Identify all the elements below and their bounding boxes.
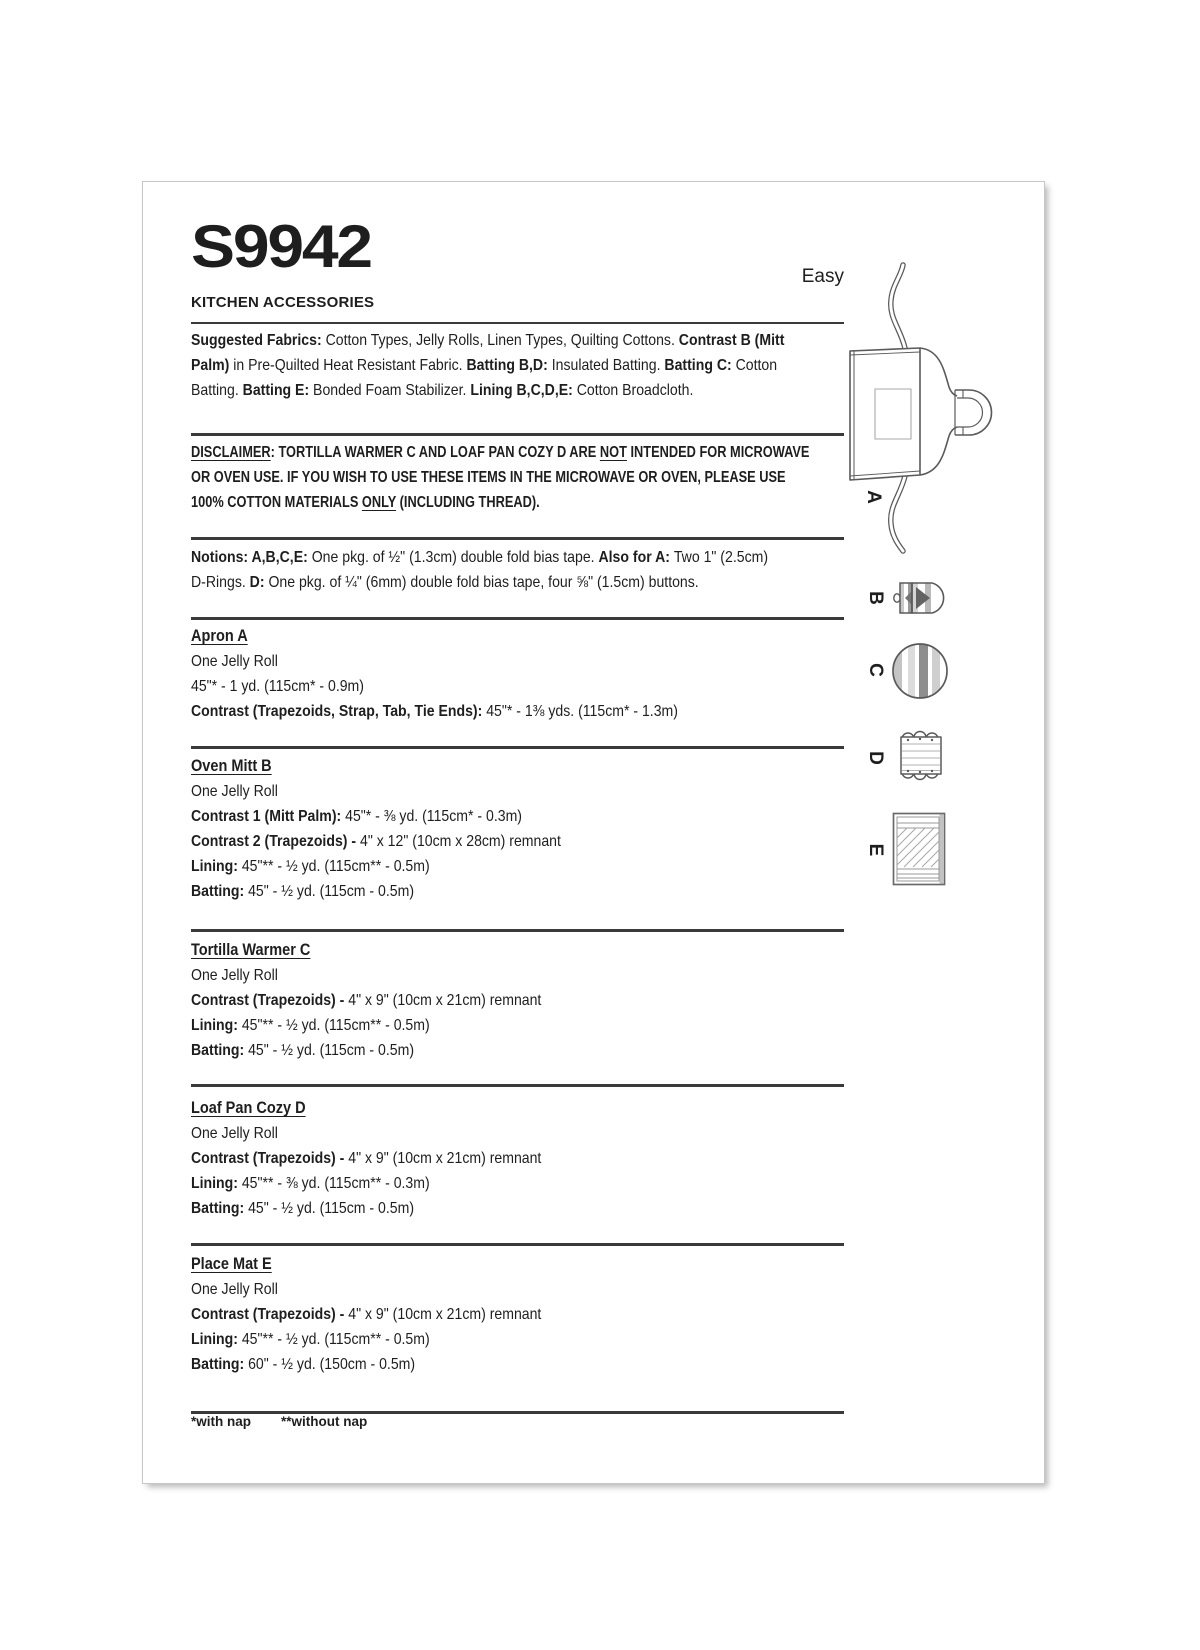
yardage-line: Contrast (Trapezoids, Strap, Tab, Tie Ends): 45"* - 1⅜ yds. (115cm* - 1.3m) (191, 703, 678, 720)
divider (191, 1084, 844, 1087)
section-tortilla-warmer-c (191, 938, 541, 1063)
section-loaf-pan-cozy-d (191, 1096, 541, 1221)
notions-line: D-Rings. D: One pkg. of ¼" (6mm) double fold bias tape, four ⅝" (1.5cm) buttons. (191, 574, 699, 591)
yardage-line: 45"* - 1 yd. (115cm* - 0.9m) (191, 678, 364, 695)
divider (191, 1243, 844, 1246)
loaf-pan-cozy-icon (896, 725, 946, 785)
disclaimer-line: DISCLAIMER: TORTILLA WARMER C AND LOAF PAN COZY D ARE NOT INTENDED FOR MICROWAVE (191, 444, 810, 461)
disclaimer-line: OR OVEN USE. IF YOU WISH TO USE THESE ITEMS IN THE MICROWAVE OR OVEN, PLEASE USE (191, 469, 786, 486)
with-nap-note: *with nap (191, 1414, 251, 1429)
yardage-line: Lining: 45"** - ⅜ yd. (115cm** - 0.3m) (191, 1175, 430, 1192)
yardage-line: Batting: 45" - ½ yd. (115cm - 0.5m) (191, 1200, 415, 1217)
yardage-line: Batting: 45" - ½ yd. (115cm - 0.5m) (191, 883, 415, 900)
category-title: KITCHEN ACCESSORIES (191, 294, 375, 311)
section-heading: Oven Mitt B (191, 757, 272, 775)
view-label-e: E (865, 843, 886, 857)
divider (191, 929, 844, 932)
disclaimer-paragraph (191, 440, 809, 515)
divider (191, 746, 844, 749)
section-oven-mitt-b (191, 754, 561, 904)
nap-footnote (191, 1413, 397, 1431)
yardage-line: Contrast (Trapezoids) - 4" x 9" (10cm x 21cm) remnant (191, 1150, 542, 1167)
view-label-a: A (863, 490, 884, 504)
notions-paragraph (191, 545, 768, 595)
suggested-fabrics-paragraph (191, 328, 784, 403)
yardage-line: Lining: 45"** - ½ yd. (115cm** - 0.5m) (191, 1017, 430, 1034)
section-heading: Tortilla Warmer C (191, 941, 311, 959)
section-place-mat-e (191, 1252, 541, 1377)
disclaimer-line: 100% COTTON MATERIALS ONLY (INCLUDING THREAD). (191, 494, 540, 511)
tortilla-warmer-icon (891, 642, 949, 700)
yardage-line: Batting: 60" - ½ yd. (150cm - 0.5m) (191, 1356, 416, 1373)
divider (191, 617, 844, 620)
yardage-line: One Jelly Roll (191, 1281, 278, 1298)
yardage-line: Contrast 2 (Trapezoids) - 4" x 12" (10cm x 28cm) remnant (191, 833, 561, 850)
yardage-line: Contrast 1 (Mitt Palm): 45"* - ⅜ yd. (115cm* - 0.3m) (191, 808, 523, 825)
yardage-line: One Jelly Roll (191, 967, 278, 984)
pattern-envelope-back (142, 181, 1045, 1484)
place-mat-icon (891, 811, 947, 887)
yardage-line: One Jelly Roll (191, 1125, 278, 1142)
yardage-line: Lining: 45"** - ½ yd. (115cm** - 0.5m) (191, 858, 430, 875)
pattern-number: S9942 (191, 213, 371, 280)
section-apron-a (191, 624, 678, 724)
section-heading: Loaf Pan Cozy D (191, 1099, 306, 1117)
yardage-line: Batting: 45" - ½ yd. (115cm - 0.5m) (191, 1042, 415, 1059)
section-heading: Place Mat E (191, 1255, 272, 1273)
notions-line: Notions: A,B,C,E: One pkg. of ½" (1.3cm) double fold bias tape. Also for A: Two 1" (2.5cm) (191, 549, 769, 566)
yardage-line: Lining: 45"** - ½ yd. (115cm** - 0.5m) (191, 1331, 430, 1348)
view-label-c: C (865, 663, 886, 677)
divider (191, 537, 844, 540)
yardage-line: One Jelly Roll (191, 653, 278, 670)
yardage-line: One Jelly Roll (191, 783, 278, 800)
oven-mitt-icon (892, 576, 954, 620)
yardage-line: Contrast (Trapezoids) - 4" x 9" (10cm x 21cm) remnant (191, 992, 542, 1009)
section-heading: Apron A (191, 627, 248, 645)
fabrics-line: Batting. Batting E: Bonded Foam Stabilizer. Lining B,C,D,E: Cotton Broadcloth. (191, 382, 694, 399)
difficulty-label: Easy (801, 266, 844, 287)
divider (191, 433, 844, 436)
without-nap-note: **without nap (281, 1414, 368, 1429)
fabrics-line: Suggested Fabrics: Cotton Types, Jelly Rolls, Linen Types, Quilting Cottons. Contrast B (Mitt (191, 332, 785, 349)
fabrics-line: Palm) in Pre-Quilted Heat Resistant Fabric. Batting B,D: Insulated Batting. Batting C: Cotton (191, 357, 778, 374)
yardage-line: Contrast (Trapezoids) - 4" x 9" (10cm x 21cm) remnant (191, 1306, 542, 1323)
view-label-d: D (865, 751, 886, 765)
view-label-b: B (865, 591, 886, 605)
apron-icon (843, 260, 998, 555)
divider (191, 322, 844, 324)
